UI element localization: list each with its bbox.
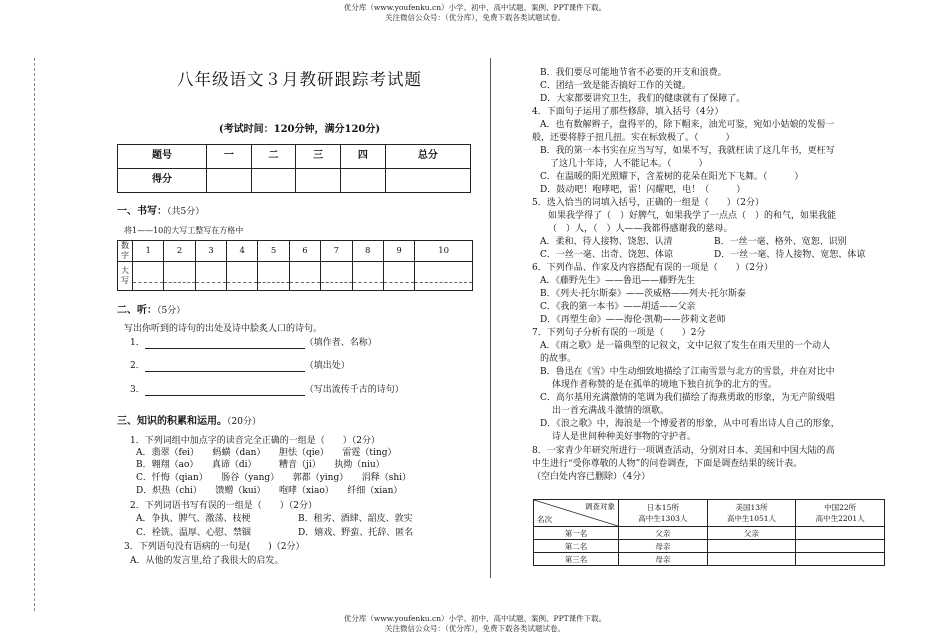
score-input-cell[interactable] <box>341 169 386 193</box>
answer-cell[interactable] <box>796 540 885 553</box>
question-8-line1: 8．一家青少年研究所进行一项调查活动，分别对日本、美国和中国大陆的高 <box>532 446 835 456</box>
grid-number: 9 <box>383 241 414 262</box>
question-7-option-a-line2: 的故事。 <box>540 354 577 364</box>
page-footer <box>0 614 950 634</box>
grid-number: 1 <box>133 241 164 262</box>
question-6-option-a: A．《藤野先生》——鲁迅——藤野先生 <box>540 276 696 286</box>
survey-column-header <box>707 500 796 527</box>
listening-question-3 <box>130 385 404 396</box>
question-7-option-d-line2: 诗人是世间种种美好事物的守护者。 <box>552 432 697 442</box>
question-8-line2: 中生进行“受你尊敬的人物”的问卷调查，下面是调查结果的统计表。 <box>532 459 803 469</box>
answer-cell: 父亲 <box>707 527 796 540</box>
section-1-points: （共5分） <box>167 207 205 217</box>
score-input-cell[interactable] <box>385 169 470 193</box>
question-1-option-b: B．翱翔（ao） 真谛（di） 糟音（ji） 执拗（niu） <box>136 460 385 470</box>
table-row <box>534 540 885 553</box>
grid-number: 6 <box>289 241 320 262</box>
answer-cell[interactable] <box>707 553 796 566</box>
section-2-points: （5分） <box>157 306 186 316</box>
answer-blank[interactable] <box>145 338 305 349</box>
score-input-cell[interactable] <box>296 169 341 193</box>
question-7-option-c-line1: C．高尔基用充满激情的笔调为我们描绘了海燕勇敢的形象，为无产阶级唱 <box>540 393 835 403</box>
question-5-text-line2: （ ）人，（ ）人——我都得感谢我的慈母。 <box>548 224 733 234</box>
question-2-option-b: B．租劣、酒肆、韶皮、敦实 <box>298 514 413 524</box>
question-4-option-b-line2: 了这几十年诗，人不能记本。（ ） <box>550 159 708 169</box>
grid-write-cell[interactable] <box>289 262 320 291</box>
score-header-cell: 题号 <box>118 145 207 169</box>
survey-column-header <box>619 500 708 527</box>
footer-line-1: 优分库（www.youfenku.cn）小学、初中、高中试题、案例、PPT课件下载。 <box>343 614 607 623</box>
question-5-option-d: D．一丝一毫、待人接物、宽恕、体谅 <box>714 250 866 260</box>
score-input-cell[interactable] <box>251 169 296 193</box>
section-2-title: 二、听： <box>117 305 157 316</box>
grid-write-cell[interactable] <box>383 262 414 291</box>
grid-write-cell[interactable] <box>227 262 258 291</box>
rank-cell: 第二名 <box>534 540 619 553</box>
question-7: 7．下列句子分析有误的一项是（ ）2分 <box>532 328 706 338</box>
column-header-line1: 中国22所 <box>824 503 857 512</box>
grid-write-cell[interactable] <box>164 262 195 291</box>
answer-cell: 母亲 <box>619 540 708 553</box>
question-4: 4．下面句子运用了那些修辞，填入括号（4分） <box>532 107 724 117</box>
question-4-option-a-line1: A．也有数解辫子，盘得平的，除下帽来，油光可鉴，宛如小姑娘的发髻一 <box>540 120 835 130</box>
grid-write-cell[interactable] <box>415 262 473 291</box>
grid-number: 8 <box>352 241 383 262</box>
listening-question-1 <box>130 338 377 349</box>
section-2-heading <box>117 305 185 318</box>
exam-title: 八年级语文３月教研跟踪考试题 <box>177 70 422 89</box>
question-2: 2．下列词语书写有误的一组是（ ）（2分） <box>130 501 317 511</box>
question-6: 6．下列作品、作家及内容搭配有误的一项是（ ）（2分） <box>532 263 773 273</box>
grid-number: 2 <box>164 241 195 262</box>
grid-write-cell[interactable] <box>133 262 164 291</box>
score-header-cell: 二 <box>251 145 296 169</box>
section-3-points: （20分） <box>227 417 261 427</box>
section-2-instruction: 写出你听到的诗句的出处及诗中脍炙人口的诗句。 <box>124 324 323 334</box>
question-5: 5．选入恰当的词填入括号，正确的一组是（ ）（2分） <box>532 198 764 208</box>
table-row <box>534 527 885 540</box>
question-5-option-b: B．一丝一毫、格外、宽恕、识别 <box>714 237 847 247</box>
answer-blank[interactable] <box>145 385 305 396</box>
section-1-heading <box>117 206 204 219</box>
footer-line-2: 关注微信公众号：（优分库），免费下载各类试题试卷。 <box>385 624 565 633</box>
answer-blank[interactable] <box>145 361 305 372</box>
column-divider <box>490 58 491 578</box>
question-3-option-a: A．从他的发言里,给了我很大的启发。 <box>130 556 284 566</box>
answer-cell[interactable] <box>796 553 885 566</box>
score-row-label: 得分 <box>118 169 207 193</box>
answer-cell: 母亲 <box>619 553 708 566</box>
column-header-line2: 高中生1303人 <box>638 514 688 523</box>
question-1-option-d: D．炽热（chi） 馈赠（kui） 咆哮（xiao） 纤细（xian） <box>136 486 403 496</box>
question-4-option-b-line1: B．我的第一本书实在应当写写，如果不写，我就枉读了这几年书，更枉写 <box>540 146 835 156</box>
score-header-cell: 三 <box>296 145 341 169</box>
question-3-option-d: D．大家都要讲究卫生，我们的健康就有了保障了。 <box>540 94 746 104</box>
grid-write-cell[interactable] <box>321 262 352 291</box>
grid-number: 4 <box>227 241 258 262</box>
section-1-instruction: 将1——10的大写工整写在方格中 <box>124 226 244 235</box>
survey-column-header <box>796 500 885 527</box>
answer-hint: （写出流传千古的诗句） <box>304 385 404 395</box>
question-2-option-d: D．嬉戏、野蛮、托辞、匿名 <box>298 528 414 538</box>
grid-write-cell[interactable] <box>352 262 383 291</box>
column-header-line2: 高中生1051人 <box>726 514 777 523</box>
column-header-line1: 日本15所 <box>646 503 679 512</box>
score-header-cell: 一 <box>207 145 252 169</box>
question-5-text-line1: 如果我学得了（ ）好脾气，如果我学了一点点（ ）的和气，如果我能 <box>548 211 837 221</box>
question-1: 1．下列词组中加点字的读音完全正确的一组是（ ）（2分） <box>130 436 380 446</box>
question-7-option-d-line1: D．《浪之歌》中，海浪是一个博爱者的形象，从中可看出诗人自己的形象， <box>540 419 840 429</box>
corner-label-subject: 调查对象 <box>585 502 615 511</box>
question-5-option-a: A．柔和、待人接物、饶恕、认清 <box>540 237 673 247</box>
grid-write-cell[interactable] <box>258 262 289 291</box>
grid-number: 3 <box>195 241 226 262</box>
grid-number: 10 <box>415 241 473 262</box>
question-3-option-b: B．我们要尽可能地节省不必要的开支和浪费。 <box>540 68 727 78</box>
column-header-line2: 高中生2201人 <box>815 514 865 523</box>
question-6-option-d: D．《再塑生命》——海伦·凯勒——莎莉文老师 <box>540 315 726 325</box>
grid-label-uppercase: 大写 <box>118 262 133 291</box>
question-number: 2． <box>130 361 145 371</box>
question-5-option-c: C．一丝一毫、出奇、饶恕、体谅 <box>540 250 673 260</box>
section-3-heading <box>117 416 261 429</box>
grid-label-digits: 数字 <box>118 241 133 262</box>
rank-cell: 第一名 <box>534 527 619 540</box>
page-header <box>0 3 950 23</box>
answer-hint: （填作者、名称） <box>304 338 377 348</box>
header-line-1: 优分库（www.youfenku.cn）小学、初中、高中试题、案例、PPT课件下载。 <box>343 3 607 12</box>
question-4-option-c: C．在温暖的阳光照耀下，含羞树的花朵在阳光下飞舞。（ ） <box>540 172 804 182</box>
question-7-option-b-line2: 体现作者称赞的是在孤单的境地下独自抗争的北方的雪。 <box>552 380 778 390</box>
question-4-option-a-line2: 般，还要将脖子扭几扭。实在标致极了。（ ） <box>532 133 735 143</box>
score-table <box>117 144 471 193</box>
question-7-option-a-line1: A．《雨之歌》是一篇典型的记叙文，文中记叙了发生在雨天里的一个动人 <box>540 341 831 351</box>
question-2-option-c: C．栓铣、温厚、心慰、禁锢 <box>136 528 251 538</box>
grid-number: 5 <box>258 241 289 262</box>
binding-cut-line <box>34 58 35 611</box>
survey-corner-cell <box>534 500 619 527</box>
listening-question-2 <box>130 361 350 372</box>
question-4-option-d: D．鼓动吧！咆哮吧，雷！闪耀吧，电！（ ） <box>540 185 746 195</box>
question-6-option-b: B．《列夫·托尔斯泰》——茨威格——列夫·托尔斯泰 <box>540 289 746 299</box>
score-header-cell: 四 <box>341 145 386 169</box>
question-8-line3: （空白处内容已删除）（4分） <box>532 472 651 482</box>
question-3-option-c: C．团结一致是能否搞好工作的关键。 <box>540 81 691 91</box>
writing-grid <box>117 240 473 291</box>
header-line-2: 关注微信公众号：（优分库），免费下载各类试题试卷。 <box>385 13 565 22</box>
section-1-title: 一、书写： <box>117 206 167 217</box>
rank-cell: 第三名 <box>534 553 619 566</box>
section-3-title: 三、知识的积累和运用。 <box>117 416 227 427</box>
question-2-option-a: A．争执、脾气、激荡、枝梗 <box>136 514 251 524</box>
question-number: 3． <box>130 385 145 395</box>
question-7-option-c-line2: 出一首充满战斗激情的颂歌。 <box>552 406 670 416</box>
answer-cell: 父亲 <box>619 527 708 540</box>
grid-write-cell[interactable] <box>195 262 226 291</box>
exam-subtitle: (考试时间：120分钟，满分120分) <box>218 124 381 135</box>
question-7-option-b-line1: B．鲁迅在《雪》中生动细致地描绘了江南雪景与北方的雪景，并在对比中 <box>540 367 835 377</box>
corner-label-rank: 名次 <box>537 515 552 524</box>
question-number: 1． <box>130 338 145 348</box>
question-1-option-a: A．翡翠（fei） 蚂蟥（dan） 胆怯（qie） 雷霆（ting） <box>136 448 397 458</box>
question-6-option-c: C．《我的第一本书》——胡适——父亲 <box>540 302 696 312</box>
answer-cell[interactable] <box>796 527 885 540</box>
question-1-option-c: C．忏悔（qian） 肠谷（yang） 郭都（ying） 涓释（shi） <box>136 473 412 483</box>
answer-cell[interactable] <box>707 540 796 553</box>
table-row <box>534 553 885 566</box>
column-header-line1: 美国13所 <box>735 503 768 512</box>
grid-number: 7 <box>321 241 352 262</box>
score-header-cell: 总分 <box>385 145 470 169</box>
score-input-cell[interactable] <box>207 169 252 193</box>
answer-hint: （填出处） <box>304 361 350 371</box>
survey-table <box>533 499 885 566</box>
question-3: 3．下列语句没有语病的一句是( )（2分） <box>124 542 305 552</box>
